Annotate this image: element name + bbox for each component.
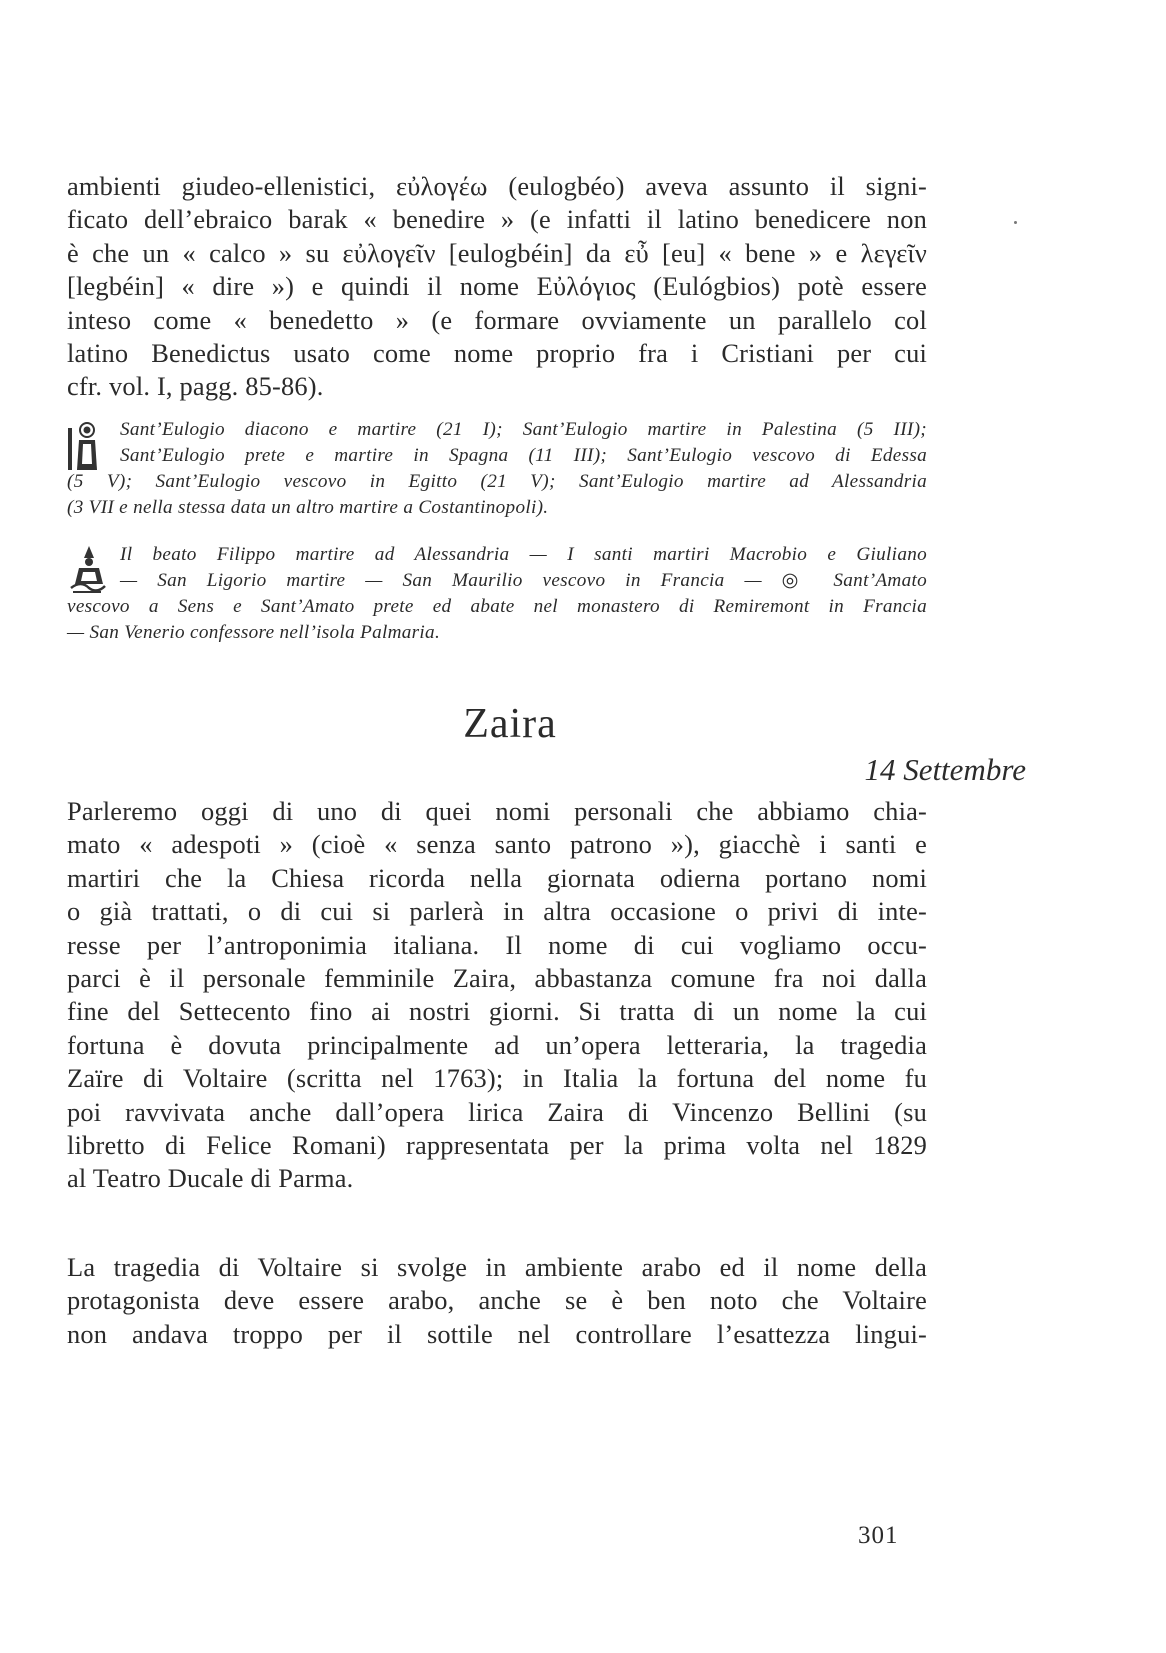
text-line: o già trattati, o di cui si parlerà in altra occasione o privi di inte- (67, 896, 927, 927)
section-title: Zaira (463, 701, 557, 747)
page-number: 301 (858, 1522, 899, 1549)
text-line: mato « adespoti » (cioè « senza santo patrono »), giacchè i santi e (67, 829, 927, 860)
text-line: protagonista deve essere arabo, anche se è ben noto che Voltaire (67, 1285, 927, 1316)
text-line: Zaïre di Voltaire (scritta nel 1763); in Italia la fortuna del nome fu (67, 1063, 927, 1094)
text-line: latino Benedictus usato come nome proprio fra i Cristiani per cui (67, 338, 927, 369)
text-line: fine del Settecento fino ai nostri giorni. Si tratta di un nome la cui (67, 996, 927, 1027)
saints-line: — San Ligorio martire — San Maurilio vescovo in Francia — ◎ Sant’Amato (120, 570, 927, 591)
saints-line: Sant’Eulogio diacono e martire (21 I); Sant’Eulogio martire in Palestina (5 III); (120, 419, 927, 440)
text-line: La tragedia di Voltaire si svolge in ambiente arabo ed il nome della (67, 1252, 927, 1282)
saints-line: — San Venerio confessore nell’isola Palmaria. (67, 622, 441, 643)
text-line: resse per l’antroponimia italiana. Il nome di cui vogliamo occu- (67, 929, 927, 960)
text-line: ambienti giudeo-ellenistici, εὐλογέω (eulogbéo) aveva assunto il signi- (67, 171, 927, 201)
text-line: martiri che la Chiesa ricorda nella giornata odierna portano nomi (67, 862, 927, 893)
saints-line: Sant’Eulogio prete e martire in Spagna (11 III); Sant’Eulogio vescovo di Edessa (120, 445, 927, 466)
saints-line: (5 V); Sant’Eulogio vescovo in Egitto (21 V); Sant’Eulogio martire ad Alessandria (67, 471, 927, 492)
text-line: [legbéin] « dire ») e quindi il nome Εὐλόγιος (Eulógbios) potè essere (67, 271, 927, 302)
saints-list-eulogio (67, 417, 927, 521)
paragraph-zaira-intro (67, 795, 927, 1196)
saints-line: vescovo a Sens e Sant’Amato prete ed abate nel monastero di Remiremont in Francia (67, 596, 927, 617)
text-line: fortuna è dovuta principalmente ad un’opera letteraria, la tragedia (67, 1029, 927, 1060)
text-line: Parleremo oggi di uno di quei nomi personali che abbiamo chia- (67, 796, 927, 826)
text-line: ficato dell’ebraico barak « benedire » (e infatti il latino benedicere non (67, 204, 927, 235)
paragraph-eulogio-etymology (67, 170, 927, 404)
text-line: inteso come « benedetto » (e formare ovviamente un parallelo col (67, 304, 927, 335)
text-line: al Teatro Ducale di Parma. (67, 1163, 354, 1194)
saints-list-today (67, 542, 927, 646)
text-line: è che un « calco » su εὐλογεῖν [eulogbéin] da εὖ [eu] « bene » e λεγεῖν (67, 237, 927, 268)
margin-speck (1014, 221, 1017, 224)
paragraph-voltaire (67, 1251, 927, 1351)
text-line: parci è il personale femminile Zaira, abbastanza comune fra noi dalla (67, 963, 927, 994)
saints-line: Il beato Filippo martire ad Alessandria — I santi martiri Macrobio e Giuliano (120, 544, 927, 565)
text-line: libretto di Felice Romani) rappresentata per la prima volta nel 1829 (67, 1130, 927, 1161)
text-line: non andava troppo per il sottile nel controllare l’esattezza lingui- (67, 1318, 927, 1349)
section-date: 14 Settembre (864, 752, 1026, 787)
saints-line: (3 VII e nella stessa data un altro martire a Costantinopoli). (67, 497, 549, 518)
text-line: cfr. vol. I, pagg. 85-86). (67, 371, 324, 402)
text-line: poi ravvivata anche dall’opera lirica Zaira di Vincenzo Bellini (su (67, 1096, 927, 1127)
